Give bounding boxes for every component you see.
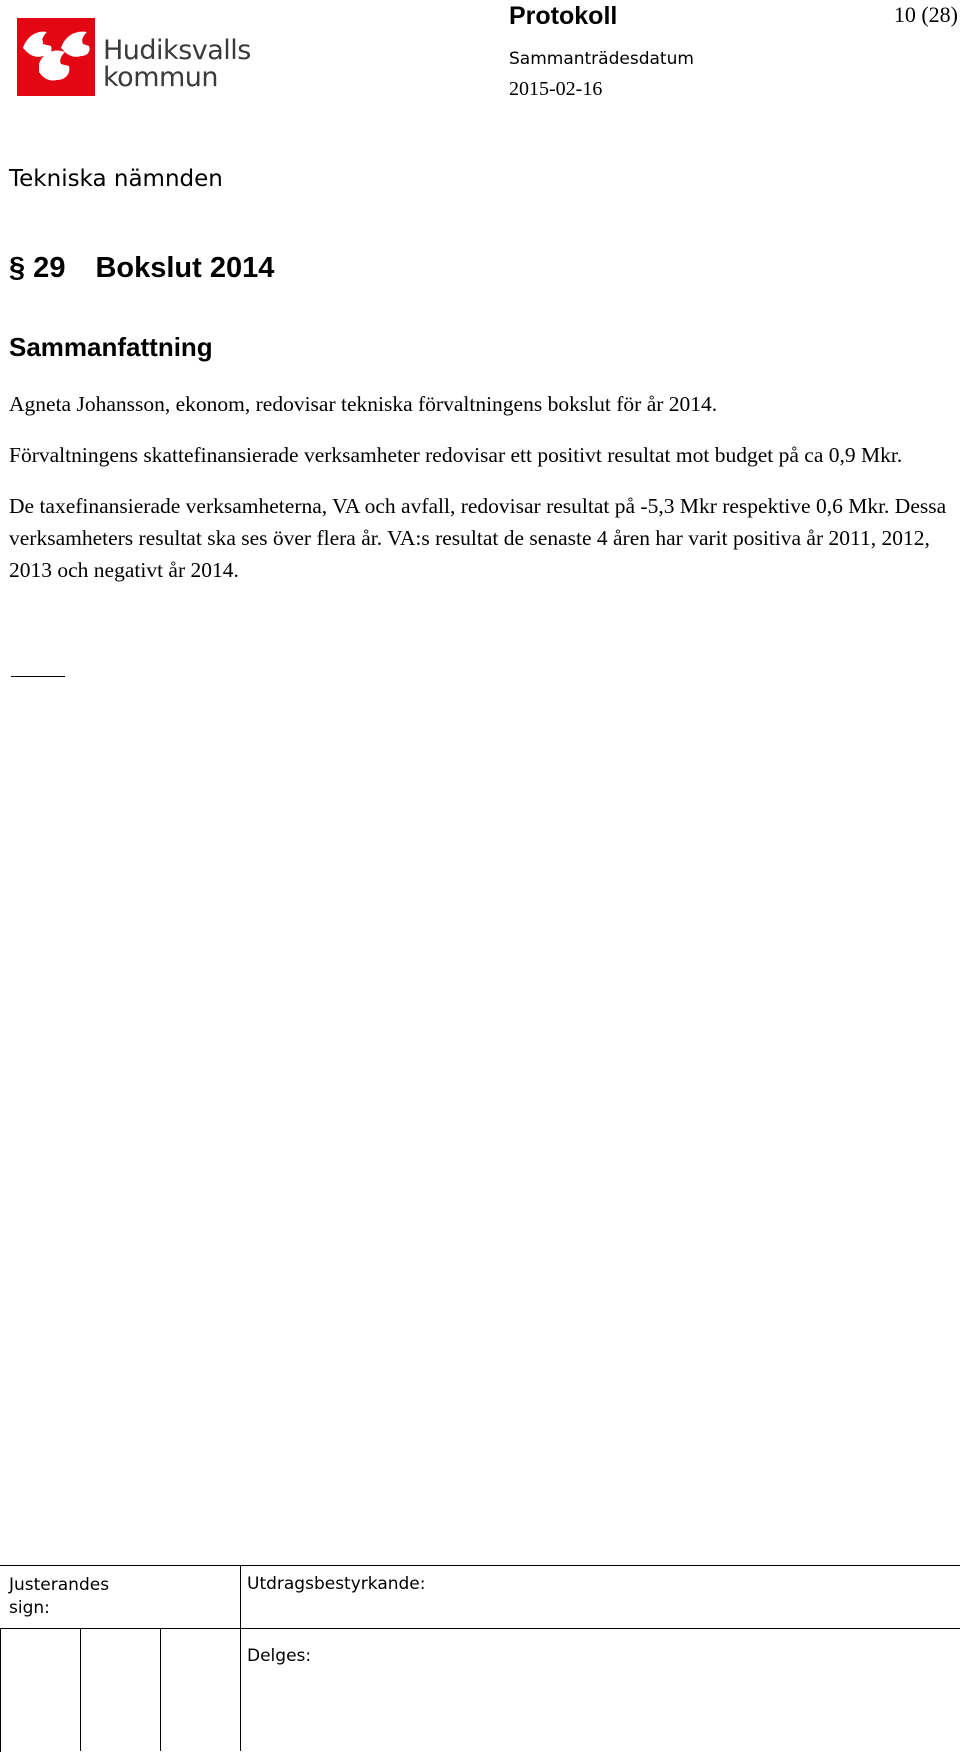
summary-paragraph: Förvaltningens skattefinansierade verksamheter redovisar ett positivt resultat mot budget på ca 0,9 Mkr. [9, 443, 903, 467]
delivered-to-label: Delges: [247, 1646, 312, 1666]
municipality-logo [17, 18, 257, 96]
summary-paragraph: Agneta Johansson, ekonom, redovisar tekniska förvaltningens bokslut för år 2014. [9, 392, 718, 416]
document-type: Protokoll [509, 2, 618, 30]
meeting-date-label: Sammanträdesdatum [509, 49, 694, 69]
signature-label-line1: Justerandes [9, 1575, 110, 1595]
footer-column-divider [240, 1566, 241, 1751]
section-title: Bokslut 2014 [95, 252, 275, 284]
signature-label-line2: sign: [9, 1598, 50, 1618]
extract-certification-label: Utdragsbestyrkande: [247, 1574, 426, 1594]
signature-footer [0, 1565, 960, 1751]
summary-heading: Sammanfattning [9, 332, 213, 362]
goat-coat-of-arms-icon [17, 18, 95, 96]
summary-body [9, 388, 949, 605]
signature-box-divider [160, 1628, 161, 1751]
section-end-rule [11, 676, 65, 677]
signature-box-divider [80, 1628, 81, 1751]
footer-row-divider [240, 1628, 960, 1629]
signature-boxes [0, 1628, 241, 1752]
summary-paragraph: De taxefinansierade verksamheterna, VA och avfall, redovisar resultat på -5,3 Mkr respektive 0,6 Mkr. Dessa verksamheters resultat ska ses över flera år. VA:s resultat de senaste 4 åren har varit positiva år 2011, 2012, 2013 och negativt år 2014. [9, 494, 947, 582]
signature-label [9, 1574, 109, 1620]
meeting-date: 2015-02-16 [509, 78, 603, 100]
logo-name-line2: kommun [103, 62, 219, 93]
section-number: § 29 [9, 252, 66, 284]
committee-name: Tekniska nämnden [9, 166, 223, 192]
section-heading [9, 252, 274, 285]
logo-name-line1: Hudiksvalls [103, 35, 251, 66]
page-number: 10 (28) [893, 2, 958, 27]
